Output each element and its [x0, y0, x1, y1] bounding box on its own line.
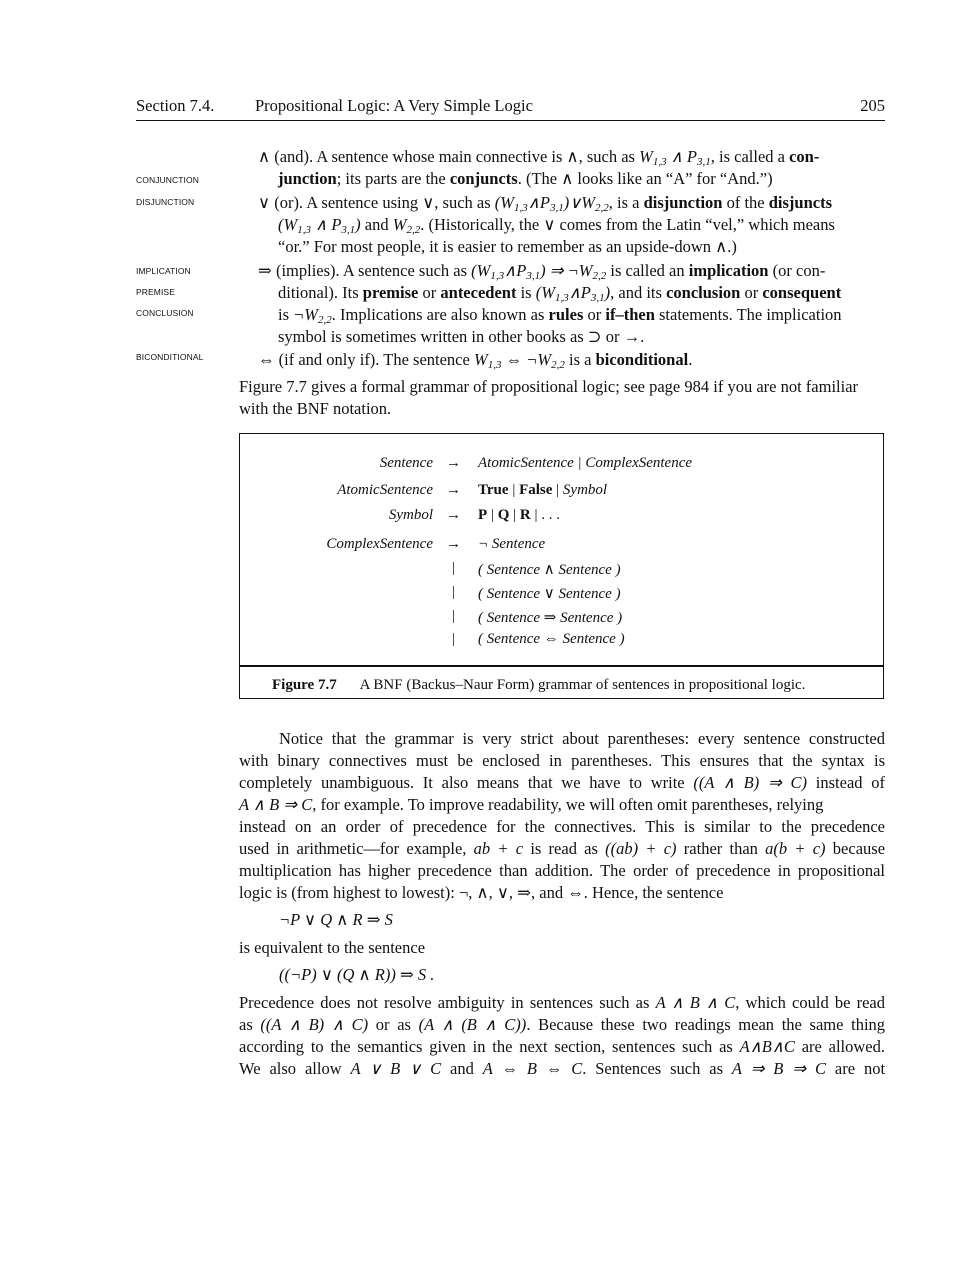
implication-definition-line1: ⇒ (implies). A sentence such as $(W_{1,3}\wedge P_{3,1})$ ⇒ $\neg W_{2,2}$ is called an implication (or con- [258, 261, 826, 282]
implication-definition-line2: ditional). Its premise or antecedent is $(W_{1,3}\wedge P_{3,1})$, and its conclusion or consequent [278, 283, 842, 304]
grammar-rule-complex: ComplexSentence → ¬ Sentence [326, 536, 546, 552]
margin-note-premise: PREMISE [136, 287, 175, 297]
body-p2: is equivalent to the sentence [239, 938, 426, 957]
body-p1-line4: A ∧ B ⇒ C, for example. To improve readability, we will often omit parentheses, relying [239, 795, 824, 814]
running-title: Propositional Logic: A Very Simple Logic [255, 96, 533, 115]
body-p3-line4: We also allow A ∨ B ∨ C and A ⇔ B ⇔ C. Sentences such as A ⇒ B ⇒ C are not [239, 1059, 886, 1078]
conjunction-definition-line1: ∧ (and). A sentence whose main connective is ∧, such as $W_{1,3}$ ∧ $P_{3,1}$, is called a con- [258, 147, 820, 168]
body-p1-line1: Notice that the grammar is very strict about parentheses: every sentence constructed [279, 729, 885, 748]
page-number: 205 [860, 96, 885, 115]
grammar-rule-atomic: AtomicSentence → True | False | Symbol [337, 482, 608, 498]
body-p1-line8: logic is (from highest to lowest): ¬, ∧, ∨, ⇒, and ⇔. Hence, the sentence [239, 883, 724, 902]
conjunction-definition-line2: junction; its parts are the conjuncts. (The ∧ looks like an “A” for “And.”) [278, 169, 773, 188]
disjunction-definition-line2: ($W_{1,3}$ ∧ $P_{3,1}$) and $W_{2,2}$. (Historically, the ∨ comes from the Latin “vel,” which means [278, 215, 835, 236]
section-number: Section 7.4. [136, 96, 215, 115]
margin-note-biconditional: BICONDITIONAL [136, 352, 204, 362]
grammar-alternative-iff: | ( Sentence ⇔ Sentence ) [452, 631, 625, 647]
grammar-rule-sentence: Sentence → AtomicSentence | ComplexSentence [379, 455, 693, 471]
body-p3-line1: Precedence does not resolve ambiguity in sentences such as A ∧ B ∧ C, which could be read [239, 993, 886, 1012]
running-header [136, 94, 885, 121]
implication-definition-line4: symbol is sometimes written in other books as ⊃ or →. [278, 327, 645, 346]
body-p3-line3: according to the semantics given in the next section, sentences such as A∧B∧C are allowed. [239, 1037, 885, 1056]
body-p1-line5: instead on an order of precedence for the connectives. This is similar to the precedence [239, 817, 885, 836]
biconditional-definition: ⇔ (if and only if). The sentence $W_{1,3}$ ⇔ $\neg W_{2,2}$ is a biconditional. [258, 350, 693, 371]
margin-note-conjunction: CONJUNCTION [136, 175, 199, 185]
equation-2: ((¬P) ∨ (Q ∧ R)) ⇒ S . [279, 965, 435, 984]
body-p1-line6: used in arithmetic—for example, ab + c is read as ((ab) + c) rather than a(b + c) because [239, 839, 886, 858]
figure-intro-line2: with the BNF notation. [239, 399, 392, 418]
grammar-alternative-implies: | ( Sentence ⇒ Sentence ) [452, 608, 623, 626]
grammar-rule-symbol: Symbol → P | Q | R | . . . [388, 507, 560, 523]
body-p1-line2: with binary connectives must be enclosed in parentheses. This ensures that the syntax is [239, 751, 885, 770]
disjunction-definition-line3: “or.” For most people, it is easier to remember as an upside-down ∧.) [278, 237, 737, 256]
figure-caption-text: A BNF (Backus–Naur Form) grammar of sentences in propositional logic. [359, 677, 806, 693]
disjunction-definition-line1: ∨ (or). A sentence using ∨, such as $(W_{1,3}\wedge P_{3,1})\vee W_{2,2}$, is a disjunction of the disjuncts [258, 193, 833, 214]
grammar-alternative-or: | ( Sentence ∨ Sentence ) [452, 584, 621, 602]
margin-note-disjunction: DISJUNCTION [136, 197, 195, 207]
body-p1-line7: multiplication has higher precedence than addition. The order of precedence in propositional [239, 861, 885, 880]
body-p3-line2: as ((A ∧ B) ∧ C) or as (A ∧ (B ∧ C)). Because these two readings mean the same thing [239, 1015, 886, 1034]
figure-caption [272, 677, 805, 694]
grammar-alternative-and: | ( Sentence ∧ Sentence ) [452, 560, 621, 578]
equation-1: ¬P ∨ Q ∧ R ⇒ S [279, 910, 393, 929]
figure-intro-line1: Figure 7.7 gives a formal grammar of propositional logic; see page 984 if you are not familiar [239, 377, 859, 396]
body-p1-line3: completely unambiguous. It also means that we have to write ((A ∧ B) ⇒ C) instead of [239, 773, 885, 792]
margin-note-implication: IMPLICATION [136, 266, 191, 276]
figure-caption-label: Figure 7.7 [272, 677, 337, 693]
implication-definition-line3: is $\neg W_{2,2}$. Implications are also known as rules or if–then statements. The implication [278, 305, 842, 326]
figure-caption-divider [239, 665, 884, 667]
margin-note-conclusion: CONCLUSION [136, 308, 194, 318]
